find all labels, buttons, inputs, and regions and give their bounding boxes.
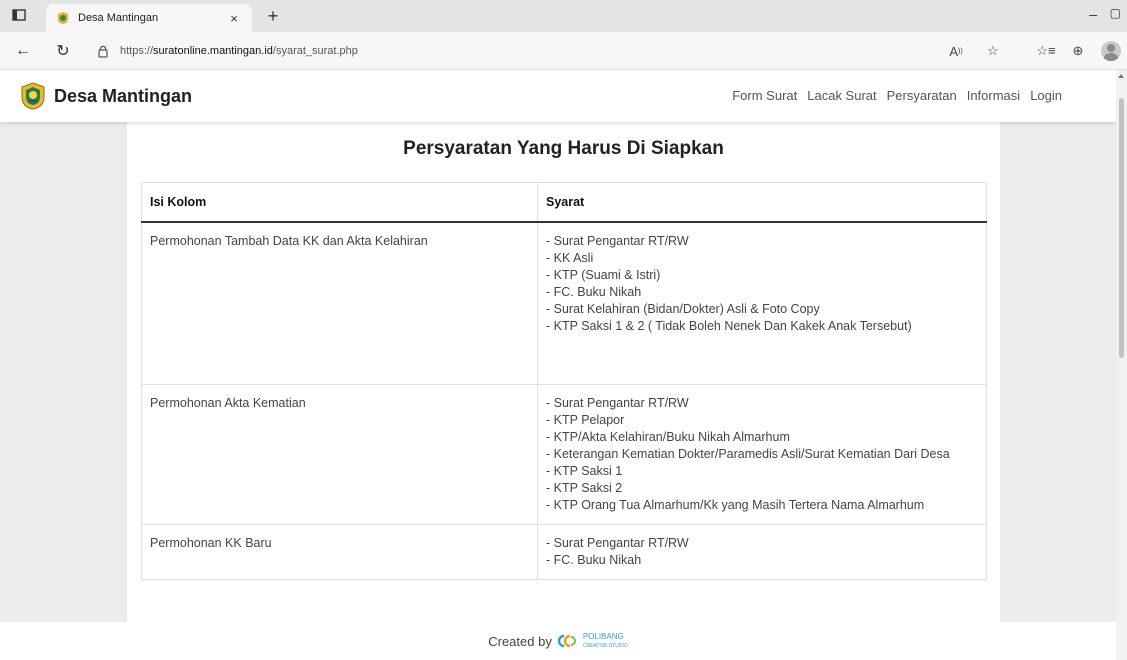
polibang-subtitle: CREATIVE STUDIO bbox=[582, 642, 628, 649]
requirement-item: - KTP/Akta Kelahiran/Buku Nikah Almarhum bbox=[546, 429, 790, 444]
window-maximize-button[interactable]: ▢ bbox=[1109, 6, 1121, 20]
requirement-item: - KTP Saksi 1 & 2 ( Tidak Boleh Nenek Dan Kakek Anak Tersebut) bbox=[546, 319, 912, 333]
site-footer bbox=[0, 622, 1116, 660]
url-path: /syarat_surat.php bbox=[272, 45, 358, 57]
table-row bbox=[142, 524, 987, 579]
polibang-logo-icon bbox=[558, 634, 580, 648]
menu-persyaratan[interactable]: Persyaratan bbox=[886, 88, 957, 103]
requirement-item: - KK Asli bbox=[546, 251, 594, 265]
browser-tab-bar bbox=[0, 0, 1127, 32]
favorites-list-icon[interactable]: ☆≡ bbox=[1036, 43, 1056, 58]
requirement-item: - FC. Buku Nikah bbox=[546, 552, 642, 567]
refresh-icon[interactable]: ↻ bbox=[56, 43, 70, 60]
menu-informasi[interactable]: Informasi bbox=[966, 88, 1021, 103]
url-host: suratonline.mantingan.id bbox=[153, 45, 273, 57]
new-tab-button[interactable]: + bbox=[267, 5, 279, 26]
site-favicon-icon bbox=[56, 11, 70, 25]
menu-form-surat[interactable]: Form Surat bbox=[732, 88, 798, 103]
requirement-list bbox=[546, 233, 978, 335]
page-scrollbar[interactable] bbox=[1116, 70, 1127, 660]
menu-login[interactable]: Login bbox=[1030, 88, 1062, 103]
web-page bbox=[0, 70, 1116, 660]
requirements-table bbox=[141, 182, 987, 580]
polibang-name: POLIBANG bbox=[582, 631, 624, 641]
requirement-item: - KTP Saksi 2 bbox=[546, 480, 623, 495]
tab-close-icon[interactable]: × bbox=[230, 10, 238, 26]
polibang-logo-text bbox=[583, 633, 628, 650]
site-brand-name: Desa Mantingan bbox=[54, 85, 193, 106]
table-row bbox=[142, 384, 987, 524]
url-field[interactable] bbox=[96, 39, 696, 63]
scrollbar-thumb[interactable] bbox=[1119, 98, 1124, 358]
browser-tab[interactable] bbox=[46, 4, 252, 32]
requirement-item: - KTP Orang Tua Almarhum/Kk yang Masih Tertera Nama Almarhum bbox=[546, 497, 925, 512]
requirement-list bbox=[546, 535, 978, 569]
row-isi-kolom: Permohonan KK Baru bbox=[142, 524, 538, 579]
site-navbar bbox=[0, 70, 1116, 122]
scroll-up-arrow-icon[interactable] bbox=[1118, 74, 1124, 78]
requirement-item: - Surat Pengantar RT/RW bbox=[546, 234, 689, 248]
back-arrow-icon[interactable]: ← bbox=[15, 42, 31, 59]
requirement-item: - KTP Pelapor bbox=[546, 412, 625, 427]
profile-avatar[interactable] bbox=[1101, 41, 1121, 61]
read-aloud-icon[interactable]: A )) bbox=[949, 43, 963, 59]
column-header-syarat: Syarat bbox=[538, 183, 987, 223]
table-header-row bbox=[142, 183, 987, 223]
browser-address-bar bbox=[0, 32, 1127, 70]
row-isi-kolom: Permohonan Tambah Data KK dan Akta Kelahiran bbox=[142, 222, 538, 384]
polibang-logo[interactable] bbox=[558, 633, 628, 650]
table-row bbox=[142, 222, 987, 384]
favorite-star-icon[interactable]: ☆ bbox=[987, 43, 999, 58]
requirement-item: - Keterangan Kematian Dokter/Paramedis Asli/Surat Kematian Dari Desa bbox=[546, 446, 950, 461]
footer-created-by: Created by bbox=[488, 633, 552, 649]
site-menu bbox=[732, 88, 1062, 103]
url-text bbox=[120, 45, 358, 57]
row-syarat bbox=[538, 222, 987, 384]
collections-icon[interactable]: ⊕ bbox=[1072, 43, 1084, 58]
requirement-item: - KTP Saksi 1 bbox=[546, 463, 623, 478]
window-minimize-button[interactable]: – bbox=[1089, 6, 1097, 22]
row-isi-kolom: Permohonan Akta Kematian bbox=[142, 384, 538, 524]
village-emblem-icon bbox=[20, 82, 46, 110]
row-syarat bbox=[538, 384, 987, 524]
requirements-card bbox=[127, 122, 1000, 622]
url-prefix: https:// bbox=[120, 45, 154, 57]
requirement-item: - Surat Kelahiran (Bidan/Dokter) Asli & Foto Copy bbox=[546, 302, 820, 316]
menu-lacak-surat[interactable]: Lacak Surat bbox=[807, 88, 877, 103]
lock-icon bbox=[96, 44, 110, 58]
requirement-list bbox=[546, 395, 978, 514]
site-brand[interactable] bbox=[20, 82, 192, 110]
requirement-item: - FC. Buku Nikah bbox=[546, 285, 642, 299]
row-syarat bbox=[538, 524, 987, 579]
page-title: Persyaratan Yang Harus Di Siapkan bbox=[403, 138, 724, 159]
requirement-item: - Surat Pengantar RT/RW bbox=[546, 395, 689, 410]
requirement-item: - Surat Pengantar RT/RW bbox=[546, 535, 689, 550]
requirement-item: - KTP (Suami & Istri) bbox=[546, 268, 661, 282]
tab-actions-icon[interactable] bbox=[10, 6, 28, 24]
column-header-isi-kolom: Isi Kolom bbox=[142, 183, 538, 223]
tab-title: Desa Mantingan bbox=[78, 12, 159, 24]
